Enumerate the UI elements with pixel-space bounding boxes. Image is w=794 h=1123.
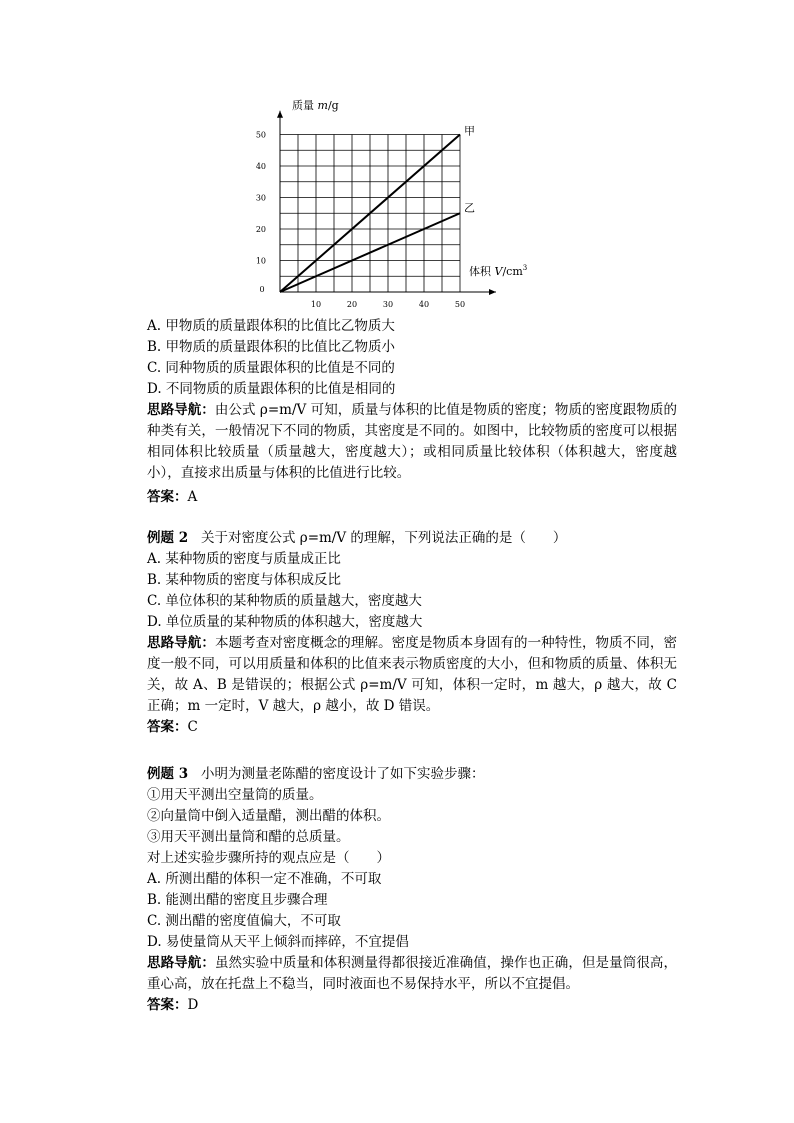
q2-analysis-text: 本题考查对密度概念的理解。密度是物质本身固有的一种特性，物质不同，密度一般不同，可以用质量和体积的比值来表示物质密度的大小，但和物质的质量、体积无关，故 A、B 是错误的；根据公式 ρ=m/V 可知，体积一定时，m 越大，ρ 越大，故 C 正确；m 一定时，V 越大，ρ 越小，故 D 错误。 — [147, 635, 678, 714]
q1-answer-label: 答案： — [147, 489, 188, 505]
y-axis-label: 质量 m/g — [292, 99, 339, 112]
y-tick-label: 20 — [255, 225, 266, 234]
q2-stem — [147, 528, 677, 549]
q3-analysis-label: 思路导航： — [147, 955, 215, 971]
q3-option-d: D. 易使量筒从天平上倾斜而摔碎，不宜提倡 — [147, 934, 409, 950]
x-axis-arrow — [489, 289, 496, 295]
mass-volume-chart — [250, 92, 540, 317]
q2-analysis — [147, 633, 677, 717]
q3-option-b: B. 能测出醋的密度且步骤合理 — [147, 892, 328, 908]
y-tick-label: 40 — [255, 162, 266, 171]
q2-option-a: A. 某种物质的密度与质量成正比 — [147, 551, 341, 567]
q1-option-a: A. 甲物质的质量跟体积的比值比乙物质大 — [147, 318, 395, 334]
q2-stem-text: 关于对密度公式 ρ=m/V 的理解，下列说法正确的是（ ） — [200, 530, 567, 546]
x-tick-label: 10 — [310, 300, 322, 309]
question-2 — [147, 528, 677, 738]
q1-answer — [147, 487, 677, 508]
q1-option-b: B. 甲物质的质量跟体积的比值比乙物质小 — [147, 339, 396, 355]
q3-analysis-text: 虽然实验中质量和体积测量得都很接近准确值，操作也正确，但是量筒很高，重心高，放在托盘上不稳当，同时液面也不易保持水平，所以不宜提倡。 — [147, 955, 678, 992]
q2-answer-value: C — [187, 719, 198, 735]
question-3 — [147, 764, 677, 1016]
q1-analysis-label: 思路导航： — [147, 402, 215, 418]
q2-option-b: B. 某种物质的密度与体积成反比 — [147, 572, 342, 588]
q2-option-d: D. 单位质量的某种物质的体积越大，密度越大 — [147, 614, 423, 630]
y-axis-arrow — [277, 111, 283, 118]
y-tick-label: 30 — [255, 193, 266, 203]
q1-analysis-text: 由公式 ρ=m/V 可知，质量与体积的比值是物质的密度；物质的密度跟物质的种类有关，一般情况下不同的物质，其密度是不同的。如图中，比较物质的密度可以根据相同体积比较质量（质量越大，密度越大）；或相同质量比较体积（体积越大，密度越小），直接求出质量与体积的比值进行比较。 — [147, 402, 677, 481]
series-label-1: 甲 — [464, 124, 475, 138]
y-tick-label: 50 — [255, 130, 266, 140]
q3-stem — [147, 764, 677, 785]
q3-analysis — [147, 953, 677, 995]
q2-answer — [147, 717, 677, 738]
chart-series — [280, 125, 475, 293]
q2-analysis-label: 思路导航： — [147, 635, 215, 651]
q2-option-c: C. 单位体积的某种物质的质量越大，密度越大 — [147, 593, 422, 609]
x-tick-label: 50 — [454, 300, 466, 309]
q2-title: 例题 2 — [147, 530, 189, 546]
series-label-2: 乙 — [464, 201, 475, 215]
q3-step-3: ③用天平测出量筒和醋的总质量。 — [147, 829, 350, 845]
q3-step-1: ①用天平测出空量筒的质量。 — [147, 787, 323, 803]
question-1 — [147, 316, 677, 508]
q3-title: 例题 3 — [147, 766, 189, 782]
origin-label: 0 — [259, 285, 265, 294]
q3-answer-value: D — [187, 997, 199, 1013]
q3-answer-label: 答案： — [147, 997, 188, 1013]
q3-answer — [147, 995, 677, 1016]
x-tick-label: 30 — [382, 300, 394, 309]
x-tick-label: 20 — [346, 300, 358, 309]
q3-option-c: C. 测出醋的密度值偏大，不可取 — [147, 913, 341, 929]
q1-option-d: D. 不同物质的质量跟体积的比值是相同的 — [147, 381, 396, 397]
q3-question: 对上述实验步骤所持的观点应是（ ） — [147, 850, 390, 866]
q3-step-2: ②向量筒中倒入适量醋，测出醋的体积。 — [147, 808, 390, 824]
q3-stem-text: 小明为测量老陈醋的密度设计了如下实验步骤： — [200, 766, 485, 782]
x-axis-label: 体积 $V/cm^3$ — [469, 264, 528, 278]
q1-answer-value: A — [187, 489, 198, 505]
q1-analysis — [147, 400, 677, 484]
y-tick-label: 10 — [255, 256, 266, 266]
x-tick-label: 40 — [418, 300, 430, 309]
q1-option-c: C. 同种物质的质量跟体积的比值是不同的 — [147, 360, 395, 376]
q3-option-a: A. 所测出醋的体积一定不准确，不可取 — [147, 871, 382, 887]
q2-answer-label: 答案： — [147, 719, 188, 735]
